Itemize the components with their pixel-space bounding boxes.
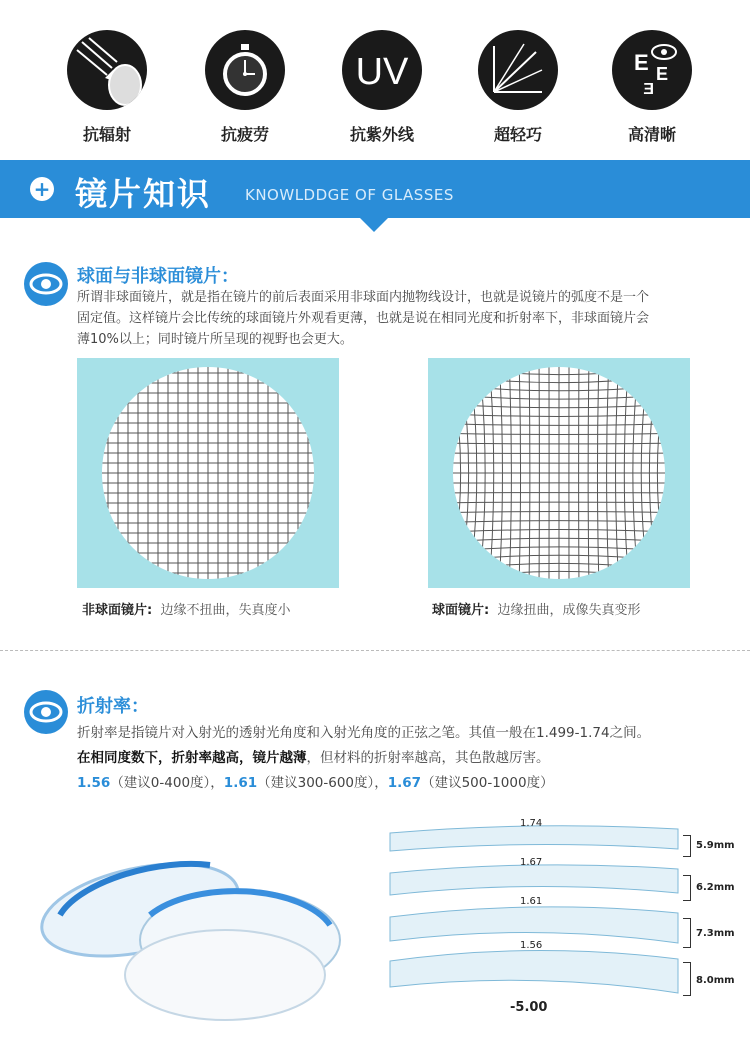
thickness-bracket bbox=[683, 875, 691, 901]
thickness-value: 6.2mm bbox=[696, 882, 735, 893]
aspheric-grid-image bbox=[77, 358, 339, 588]
feature-label: 抗紫外线 bbox=[349, 125, 414, 144]
lens-index-label: 1.56 bbox=[520, 940, 543, 951]
thickness-value: 5.9mm bbox=[696, 840, 735, 851]
index-note: （建议300-600度） bbox=[257, 775, 375, 791]
feature-lightweight bbox=[468, 30, 568, 145]
spheric-caption bbox=[432, 599, 640, 618]
refraction-title: 折射率： bbox=[77, 696, 149, 717]
lens-photo bbox=[30, 815, 380, 1025]
eye-icon bbox=[24, 690, 68, 734]
caption-text: 边缘扭曲，成像失真变形 bbox=[497, 603, 641, 618]
banner-subtitle: KNOWLDDGE OF GLASSES bbox=[245, 186, 454, 204]
index-note: （建议500-1000度） bbox=[421, 775, 554, 791]
refraction-rest: ，但材料的折射率越高，其色散越厉害。 bbox=[306, 750, 550, 766]
stopwatch-icon bbox=[205, 30, 285, 110]
feature-row bbox=[0, 0, 750, 160]
uv-icon bbox=[342, 30, 422, 110]
index-value: 1.67 bbox=[387, 775, 422, 791]
feature-label: 超轻巧 bbox=[493, 125, 542, 144]
thickness-value: 8.0mm bbox=[696, 975, 735, 986]
refraction-line bbox=[77, 746, 737, 771]
thickness-value: 7.3mm bbox=[696, 928, 735, 939]
thickness-bracket bbox=[683, 835, 691, 857]
section-banner bbox=[0, 160, 750, 218]
plus-icon: + bbox=[30, 177, 54, 201]
thickness-bracket bbox=[683, 962, 691, 996]
caption-bold: 球面镜片: bbox=[432, 603, 490, 618]
svg-text:E: E bbox=[643, 81, 654, 98]
refraction-bold: 在相同度数下，折射率越高，镜片越薄 bbox=[77, 750, 307, 766]
feature-label: 抗疲劳 bbox=[220, 125, 269, 144]
index-note: （建议0-400度） bbox=[110, 775, 211, 791]
aspheric-line: 所谓非球面镜片，就是指在镜片的前后表面采用非球面内抛物线设计，也就是说镜片的弧度不是一个 bbox=[77, 290, 650, 305]
separator: ， bbox=[210, 775, 224, 791]
light-weight-icon bbox=[478, 30, 558, 110]
banner-arrow bbox=[360, 218, 388, 232]
aspheric-line: 薄10%以上；同时镜片所呈现的视野也会更大。 bbox=[77, 332, 353, 347]
banner-title: 镜片知识 bbox=[75, 175, 212, 213]
aspheric-line: 固定值。这样镜片会比传统的球面镜片外观看更薄，也就是说在相同光度和折射率下，非球面镜片会 bbox=[77, 311, 650, 326]
svg-text:E: E bbox=[634, 50, 649, 75]
feature-label: 抗辐射 bbox=[82, 125, 131, 144]
refraction-index-line bbox=[77, 771, 737, 796]
feature-label: 高清晰 bbox=[627, 125, 676, 144]
eye-chart-icon bbox=[612, 30, 692, 110]
aspheric-description bbox=[77, 287, 737, 350]
aspheric-title: 球面与非球面镜片： bbox=[77, 266, 239, 287]
radiation-shield-icon bbox=[67, 30, 147, 110]
caption-bold: 非球面镜片: bbox=[82, 603, 153, 618]
feature-high-definition bbox=[602, 30, 702, 145]
lens-index-label: 1.67 bbox=[520, 857, 543, 868]
lens-index-label: 1.74 bbox=[520, 818, 543, 829]
lens-power-label: -5.00 bbox=[510, 1000, 548, 1015]
feature-anti-fatigue bbox=[195, 30, 295, 145]
aspheric-caption bbox=[82, 599, 290, 618]
separator: ， bbox=[374, 775, 388, 791]
refraction-description bbox=[77, 721, 737, 796]
spheric-grid-image bbox=[428, 358, 690, 588]
thickness-bracket bbox=[683, 918, 691, 948]
svg-text:E: E bbox=[656, 64, 669, 84]
eye-icon bbox=[24, 262, 68, 306]
caption-text: 边缘不扭曲，失真度小 bbox=[160, 603, 291, 618]
feature-anti-radiation bbox=[57, 30, 157, 145]
lens-index-label: 1.61 bbox=[520, 896, 543, 907]
section-divider bbox=[0, 650, 750, 651]
index-value: 1.61 bbox=[223, 775, 258, 791]
feature-anti-uv bbox=[332, 30, 432, 145]
index-value: 1.56 bbox=[77, 775, 111, 791]
svg-text:UV: UV bbox=[355, 51, 409, 93]
refraction-line: 折射率是指镜片对入射光的透射光角度和入射光角度的正弦之笔。其值一般在1.499-1.74之间。 bbox=[77, 725, 651, 741]
